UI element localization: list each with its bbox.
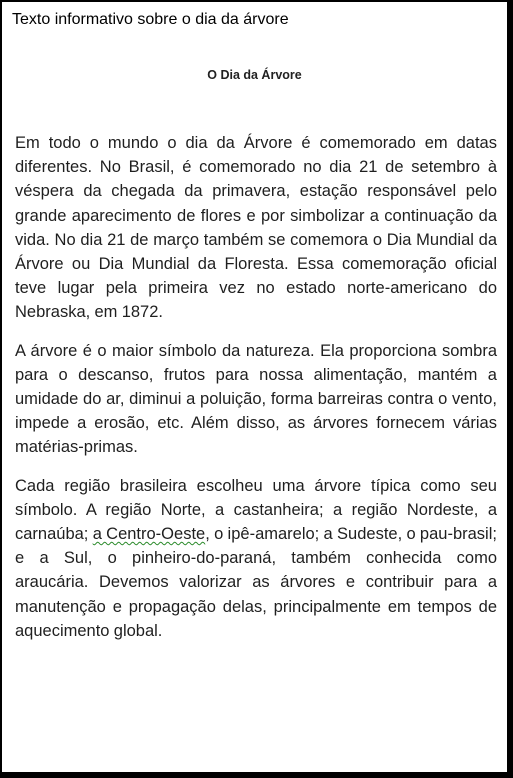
paragraph-3-text-start: Cada região brasileira escolheu uma árvore típica como seu símbolo. A região Norte, a castanheira; a região Nordeste, a carnaúba; — [15, 476, 497, 544]
paragraph-2: A árvore é o maior símbolo da natureza. Ela proporciona sombra para o descanso, frutos para nossa alimentação, mantém a umidade do ar, diminui a poluição, forma barreiras contra o vento, impede a erosão, etc. Além disso, as árvores fornecem várias matérias-primas. — [15, 341, 497, 457]
paragraph-3 — [15, 474, 497, 643]
paragraph-1: Em todo o mundo o dia da Árvore é comemorado em datas diferentes. No Brasil, é comemorado no dia 21 de setembro à véspera da chegada da primavera, estação responsável pelo grande aparecimento de flores e por simbolizar a continuação da vida. No dia 21 de março também se comemora o Dia Mundial da Árvore ou Dia Mundial da Floresta. Essa comemoração oficial teve lugar pela primeira vez no estado norte-americano do Nebraska, em 1872. — [15, 134, 497, 322]
header-label: Texto informativo sobre o dia da árvore — [12, 11, 289, 28]
paragraph-3-text-end: , o ipê-amarelo; a Sudeste, o pau-brasil; e a Sul, o pinheiro-do-paraná, também conhecida como araucária. Devemos valorizar as árvores e contribuir para a manutenção e propagação delas, principalmente em tempos de aquecimento global. — [15, 525, 497, 640]
grammar-flagged-phrase: a Centro-Oeste — [92, 525, 206, 544]
document-body — [15, 131, 497, 657]
document-title: O Dia da Árvore — [207, 68, 302, 82]
